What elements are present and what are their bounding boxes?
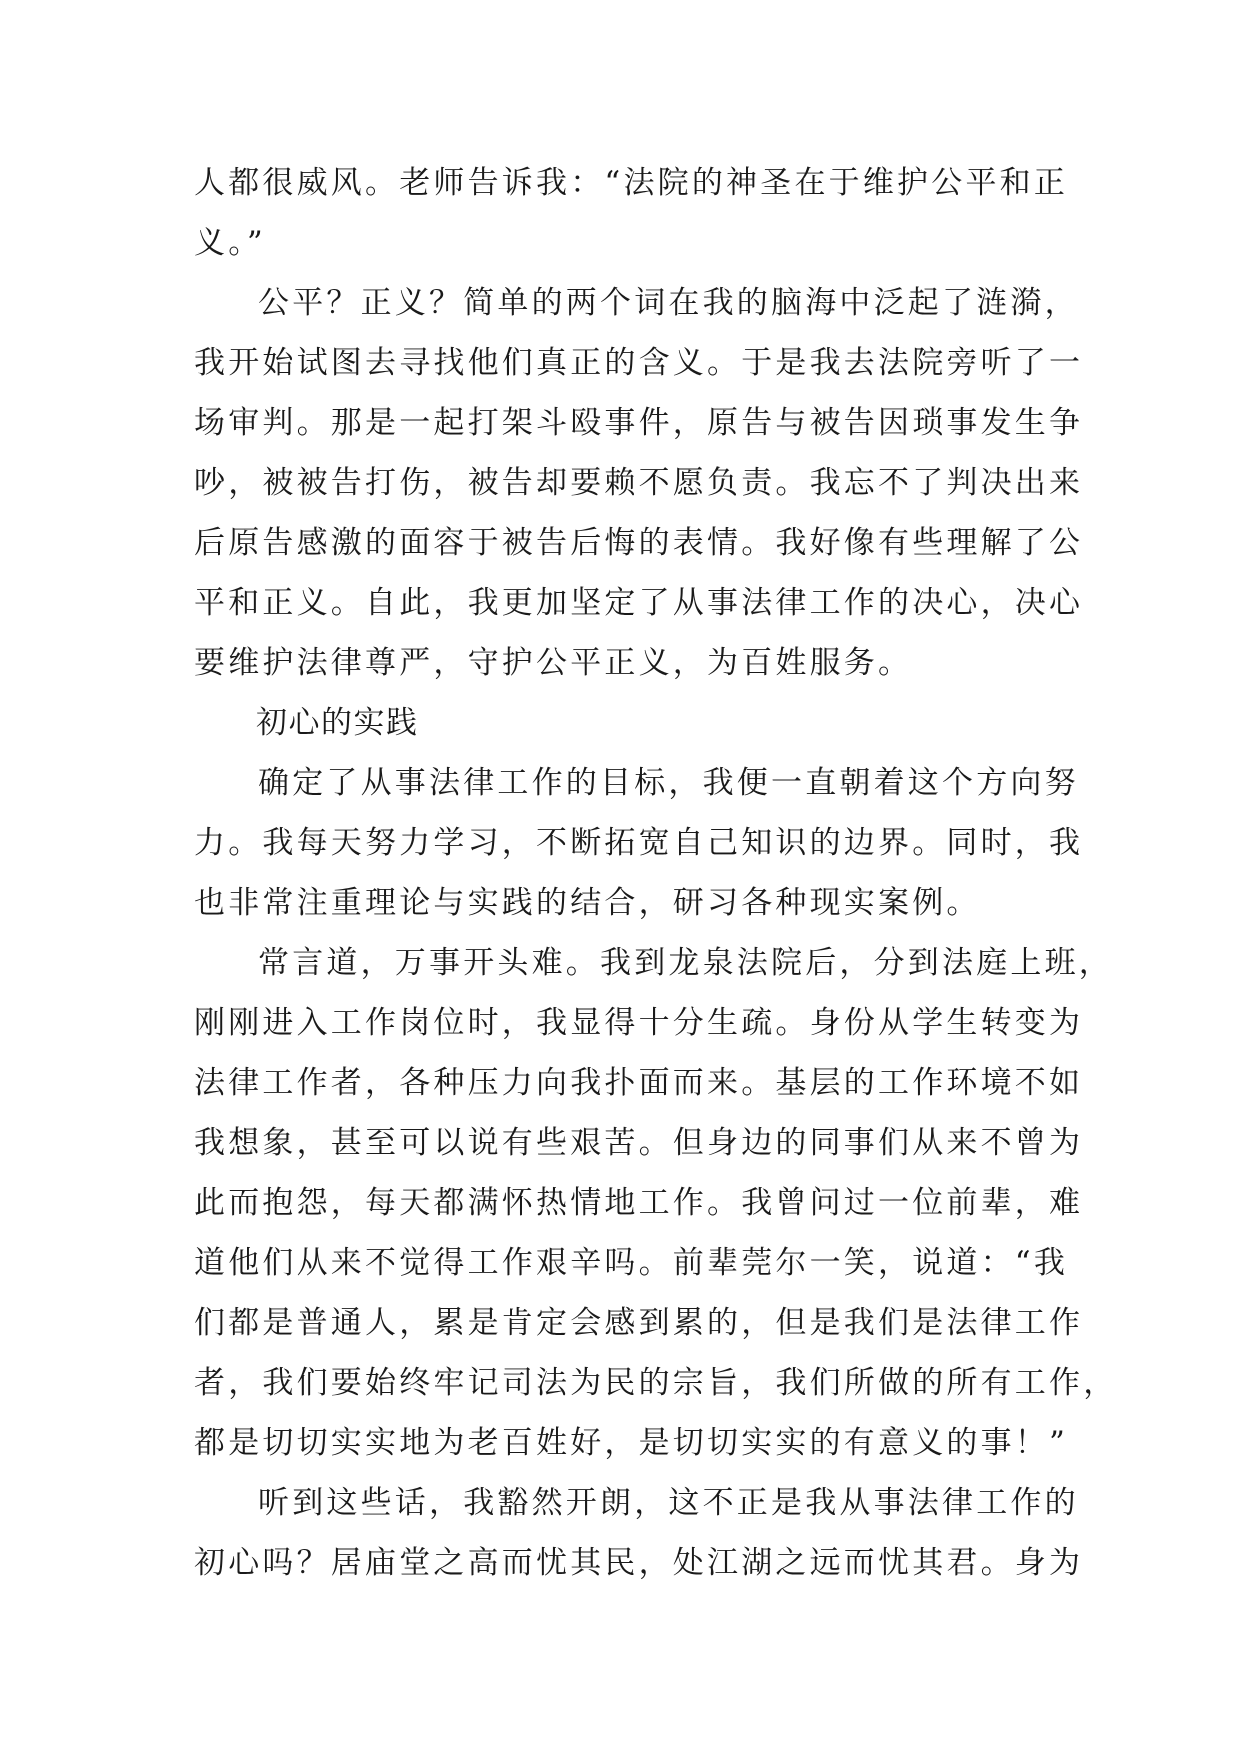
text-line: 我想象，甚至可以说有些艰苦。但身边的同事们从来不曾为 bbox=[194, 1125, 1084, 1161]
text-line: 我开始试图去寻找他们真正的含义。于是我去法院旁听了一 bbox=[194, 345, 1084, 381]
text-line: 听到这些话，我豁然开朗，这不正是我从事法律工作的 bbox=[258, 1485, 1079, 1521]
text-line: 道他们从来不觉得工作艰辛吗。前辈莞尔一笑，说道：“我 bbox=[194, 1245, 1069, 1281]
text-line: 刚刚进入工作岗位时，我显得十分生疏。身份从学生转变为 bbox=[194, 1005, 1084, 1041]
text-line: 平和正义。自此，我更加坚定了从事法律工作的决心，决心 bbox=[194, 585, 1084, 621]
text-line: 要维护法律尊严，守护公平正义，为百姓服务。 bbox=[194, 645, 913, 681]
text-line: 此而抱怨，每天都满怀热情地工作。我曾问过一位前辈，难 bbox=[194, 1185, 1084, 1221]
text-line: 公平？正义？简单的两个词在我的脑海中泛起了涟漪， bbox=[258, 285, 1079, 321]
document-body bbox=[194, 153, 1118, 1593]
text-line: 法律工作者，各种压力向我扑面而来。基层的工作环境不如 bbox=[194, 1065, 1084, 1101]
text-line: 初心吗？居庙堂之高而忧其民，处江湖之远而忧其君。身为 bbox=[194, 1545, 1084, 1581]
section-heading: 初心的实践 bbox=[256, 705, 419, 741]
text-line: 也非常注重理论与实践的结合，研习各种现实案例。 bbox=[194, 885, 981, 921]
text-line: 义。” bbox=[194, 225, 266, 261]
text-line: 吵，被被告打伤，被告却要赖不愿负责。我忘不了判决出来 bbox=[194, 465, 1084, 501]
text-line: 人都很威风。老师告诉我：“法院的神圣在于维护公平和正 bbox=[194, 165, 1069, 201]
text-line: 们都是普通人，累是肯定会感到累的，但是我们是法律工作 bbox=[194, 1305, 1084, 1341]
text-line: 力。我每天努力学习，不断拓宽自己知识的边界。同时，我 bbox=[194, 825, 1084, 861]
text-line: 确定了从事法律工作的目标，我便一直朝着这个方向努 bbox=[258, 765, 1079, 801]
text-line: 常言道，万事开头难。我到龙泉法院后，分到法庭上班， bbox=[258, 945, 1113, 981]
text-line: 场审判。那是一起打架斗殴事件，原告与被告因琐事发生争 bbox=[194, 405, 1084, 441]
text-line: 后原告感激的面容于被告后悔的表情。我好像有些理解了公 bbox=[194, 525, 1084, 561]
text-line: 者，我们要始终牢记司法为民的宗旨，我们所做的所有工作， bbox=[194, 1365, 1118, 1401]
text-line: 都是切切实实地为老百姓好，是切切实实的有意义的事！” bbox=[194, 1425, 1069, 1461]
